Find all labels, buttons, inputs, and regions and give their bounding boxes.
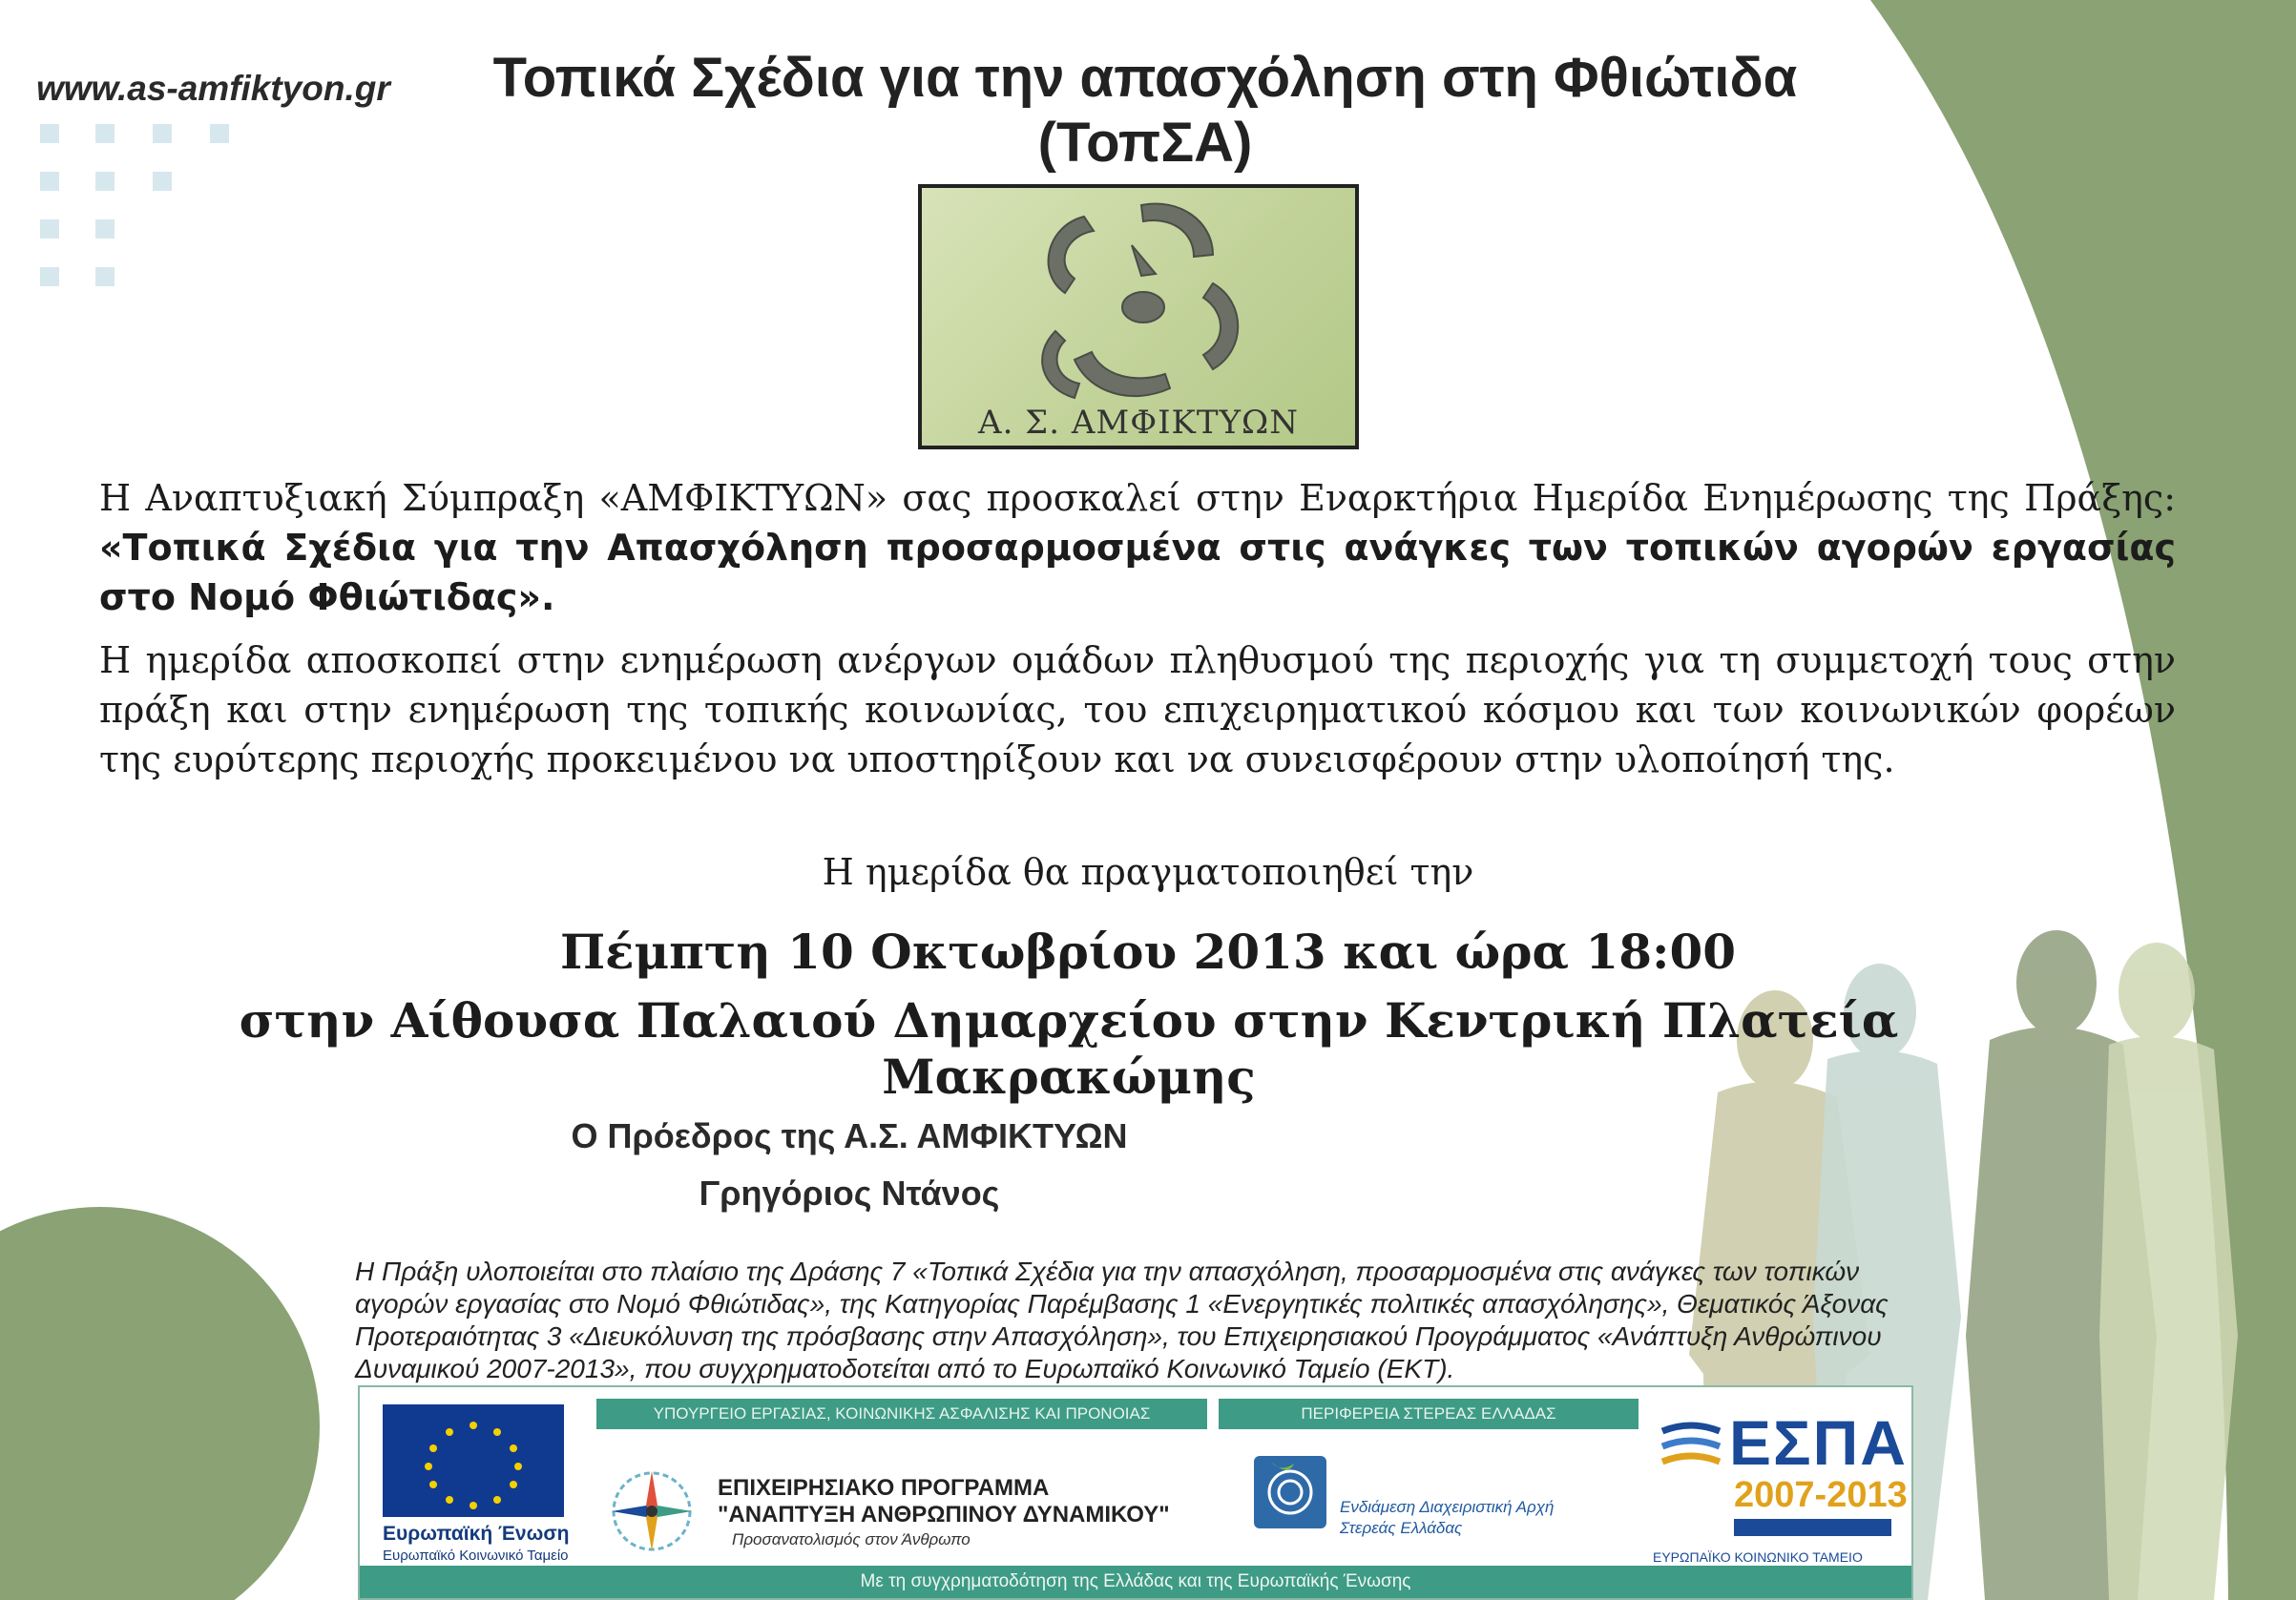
event-intro: Η ημερίδα θα πραγματοποιηθεί την: [822, 851, 1474, 893]
event-date: Πέμπτη 10 Οκτωβρίου 2013 και ώρα 18:00: [559, 924, 1737, 980]
invitation-paragraph: [99, 473, 2176, 622]
amfiktyon-logo: [918, 184, 1359, 449]
espa-waves-icon: [1658, 1414, 1724, 1481]
espa-logo-text: ΕΣΠΑ: [1729, 1407, 1908, 1478]
espa-years: 2007-2013: [1734, 1475, 1908, 1515]
eu-flag-icon: [383, 1404, 564, 1517]
op-title: ΕΠΙΧΕΙΡΗΣΙΑΚΟ ΠΡΟΓΡΑΜΜΑ: [718, 1475, 1050, 1501]
management-authority-line1: Ενδιάμεση Διαχειριστική Αρχή: [1340, 1498, 1555, 1516]
square-pattern: [40, 124, 229, 286]
funding-note: Η Πράξη υλοποιείται στο πλαίσιο της Δράσης 7 «Τοπικά Σχέδια για την απασχόληση, προσαρμοσμένα στις ανάγκες των τοπικών αγορών εργασίας στο Νομό Φθιώτιδας», της Κατηγορίας Παρέμβασης 1 «Ενεργητικές πολιτικές απασχόλησης», Θεματικός Άξονας Προτεραιότητας 3 «Διευκόλυνση της πρόσβασης στην Απασχόληση», του Επιχειρησιακού Προγράμματος «Ανάπτυξη Ανθρώπινου Δυναμικού 2007-2013», που συγχρηματοδοτείται από το Ευρωπαϊκό Κοινωνικό Ταμείο (ΕΚΤ).: [355, 1257, 1889, 1383]
purpose-paragraph: Η ημερίδα αποσκοπεί στην ενημέρωση ανέργων ομάδων πληθυσμού της περιοχής για τη συμμετοχή τους στην πράξη και στην ενημέρωση της τοπικής κοινωνίας, του επιχειρηματικού κόσμου και των κοινωνικών φορέων της ευρύτερης περιοχής προκειμένου να υποστηρίξουν και να συνεισφέρουν στην υλοποίησή της.: [99, 639, 2176, 780]
signature-role: Ο Πρόεδρος της Α.Σ. ΑΜΦΙΚΤΥΩΝ: [571, 1116, 1128, 1155]
funding-logos-strip: [358, 1385, 1913, 1600]
green-circle-bottom-left: [0, 1207, 320, 1600]
arrows-logo-icon: [922, 188, 1355, 407]
website-url: www.as-amfiktyon.gr: [36, 69, 390, 108]
action-title: «Τοπικά Σχέδια για την Απασχόληση προσαρμοσμένα στις ανάγκες των τοπικών αγορών εργασίας στο Νομό Φθιώτιδας».: [99, 527, 2176, 618]
eu-fund-label: Ευρωπαϊκό Κοινωνικό Ταμείο: [383, 1548, 569, 1564]
eu-label: Ευρωπαϊκή Ένωση: [383, 1523, 570, 1545]
cofinance-banner: Με τη συγχρηματοδότηση της Ελλάδας και της Ευρωπαϊκής Ένωσης: [360, 1566, 1911, 1598]
page-title-acronym: (ΤοπΣΑ): [1037, 112, 1253, 174]
signature-name: Γρηγόριος Ντάνος: [699, 1174, 1000, 1213]
region-banner: ΠΕΡΙΦΕΡΕΙΑ ΣΤΕΡΕΑΣ ΕΛΛΑΔΑΣ: [1219, 1399, 1639, 1429]
logo-caption: Α. Σ. ΑΜΦΙΚΤΥΩΝ: [978, 404, 1299, 442]
espa-fund-label: ΕΥΡΩΠΑΪΚΟ ΚΟΙΝΩΝΙΚΟ ΤΑΜΕΙΟ: [1653, 1549, 1863, 1565]
compass-icon: [606, 1465, 698, 1557]
event-place: στην Αίθουσα Παλαιού Δημαρχείου στην Κεντρική Πλατεία Μακρακώμης: [239, 992, 1899, 1105]
espa-tagline-bar: [1734, 1519, 1891, 1536]
op-slogan: Προσανατολισμός στον Άνθρωπο: [732, 1530, 971, 1548]
ministry-banner: ΥΠΟΥΡΓΕΙΟ ΕΡΓΑΣΙΑΣ, ΚΟΙΝΩΝΙΚΗΣ ΑΣΦΑΛΙΣΗΣ ΚΑΙ ΠΡΟΝΟΙΑΣ: [596, 1399, 1207, 1429]
invitation-text: Η Αναπτυξιακή Σύμπραξη «ΑΜΦΙΚΤΥΩΝ» σας προσκαλεί στην Εναρκτήρια Ημερίδα Ενημέρωσης της Πράξης:: [99, 477, 2176, 519]
op-subtitle: "ΑΝΑΠΤΥΞΗ ΑΝΘΡΩΠΙΝΟΥ ΔΥΝΑΜΙΚΟΥ": [718, 1502, 1170, 1527]
management-authority-line2: Στερεάς Ελλάδας: [1340, 1519, 1463, 1537]
management-authority-logo-icon: [1252, 1454, 1328, 1530]
page-title: Τοπικά Σχέδια για την απασχόληση στη Φθιώτιδα: [492, 47, 1798, 109]
